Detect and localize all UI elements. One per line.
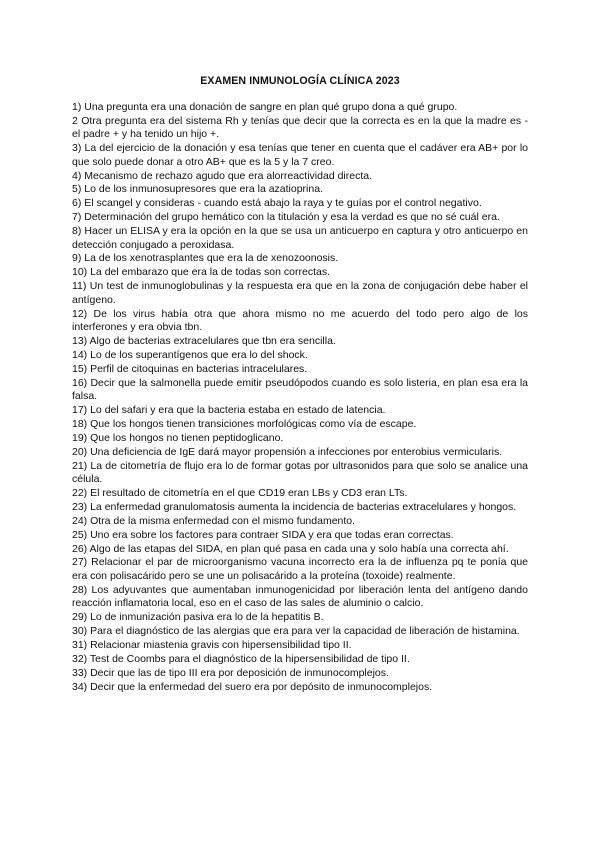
list-item: 15) Perfil de citoquinas en bacterias intracelulares. xyxy=(72,362,308,375)
list-item: 30) Para el diagnóstico de las alergias que era para ver la capacidad de liberación de histamina. xyxy=(72,624,520,637)
list-item: 16) Decir que la salmonella puede emitir pseudópodos cuando es solo listeria, en plan esa era la falsa. xyxy=(72,376,528,403)
list-item: 34) Decir que la enfermedad del suero era por depósito de inmunocomplejos. xyxy=(72,680,433,693)
list-item: 4) Mecanismo de rechazo agudo que era alorreactividad directa. xyxy=(72,169,373,182)
list-item: 13) Algo de bacterias extracelulares que tbn era sencilla. xyxy=(72,334,336,347)
list-item: 17) Lo del safari y era que la bacteria estaba en estado de latencia. xyxy=(72,403,386,416)
list-item: 3) La del ejercicio de la donación y esa tenías que tener en cuenta que el cadáver era AB+ por lo que solo puede donar a otro AB+ que es la 5 y la 7 creo. xyxy=(72,142,528,168)
list-item: 27) Relacionar el par de microorganismo vacuna incorrecto era la de influenza pq te ponía que era con polisacárido pero se une un polisacárido a la proteína (toxoide) realmente. xyxy=(72,556,528,582)
list-item: 24) Otra de la misma enfermedad con el mismo fundamento. xyxy=(72,514,356,527)
list-item: 19) Que los hongos no tienen peptidoglicano. xyxy=(72,431,284,444)
list-item: 28) Los adyuvantes que aumentaban inmunogenicidad por liberación lenta del antígeno dando reacción inflamatoria local, eso en el caso de las sales de aluminio o calcio. xyxy=(72,583,528,610)
question-list xyxy=(72,101,528,694)
document-title: EXAMEN INMUNOLOGÍA CLÍNICA 2023 xyxy=(200,75,400,87)
list-item: 31) Relacionar miastenia gravis con hipersensibilidad tipo II. xyxy=(72,638,352,651)
list-item: 9) La de los xenotrasplantes que era la de xenozoonosis. xyxy=(72,252,339,265)
list-item: 32) Test de Coombs para el diagnóstico de la hipersensibilidad de tipo II. xyxy=(72,652,410,665)
list-item: 7) Determinación del grupo hemático con la titulación y esa la verdad es que no sé cuál era. xyxy=(72,211,500,224)
list-item: 6) El scangel y consideras - cuando está abajo la raya y te guías por el control negativo. xyxy=(72,197,482,210)
list-item: 18) Que los hongos tienen transiciones morfológicas como vía de escape. xyxy=(72,417,417,430)
list-item: 21) La de citometría de flujo era lo de formar gotas por ultrasonidos para que solo se analice una célula. xyxy=(72,459,528,485)
list-item: 23) La enfermedad granulomatosis aumenta la incidencia de bacterias extracelulares y hongos. xyxy=(72,500,517,513)
list-item: 2 Otra pregunta era del sistema Rh y tenías que decir que la correcta es en la que la madre es - el padre + y ha tenido un hijo +. xyxy=(72,114,528,141)
list-item: 26) Algo de las etapas del SIDA, en plan qué pasa en cada una y solo había una correcta ahí. xyxy=(72,542,509,555)
list-item: 20) Una deficiencia de IgE dará mayor propensión a infecciones por enterobius vermicularis. xyxy=(72,445,503,458)
list-item: 1) Una pregunta era una donación de sangre en plan qué grupo dona a qué grupo. xyxy=(72,101,458,113)
list-item: 22) El resultado de citometría en el que CD19 eran LBs y CD3 eran LTs. xyxy=(72,486,408,499)
list-item: 5) Lo de los inmunosupresores que era la azatioprina. xyxy=(72,183,323,196)
list-item: 25) Uno era sobre los factores para contraer SIDA y era que todas eran correctas. xyxy=(72,528,454,541)
list-item: 10) La del embarazo que era la de todas son correctas. xyxy=(72,266,330,279)
list-item: 33) Decir que las de tipo III era por deposición de inmunocomplejos. xyxy=(72,666,389,679)
list-item: 11) Un test de inmunoglobulinas y la respuesta era que en la zona de conjugación debe haber el antígeno. xyxy=(72,280,528,306)
list-item: 14) Lo de los superantígenos que era lo del shock. xyxy=(72,348,308,361)
list-item: 8) Hacer un ELISA y era la opción en la que se usa un anticuerpo en captura y otro anticuerpo en detección conjugado a peroxidasa. xyxy=(72,225,528,251)
list-item: 12) De los virus había otra que ahora mismo no me acuerdo del todo pero algo de los interferones y era obvia tbn. xyxy=(72,307,528,333)
list-item: 29) Lo de inmunización pasiva era lo de la hepatitis B. xyxy=(72,611,324,624)
